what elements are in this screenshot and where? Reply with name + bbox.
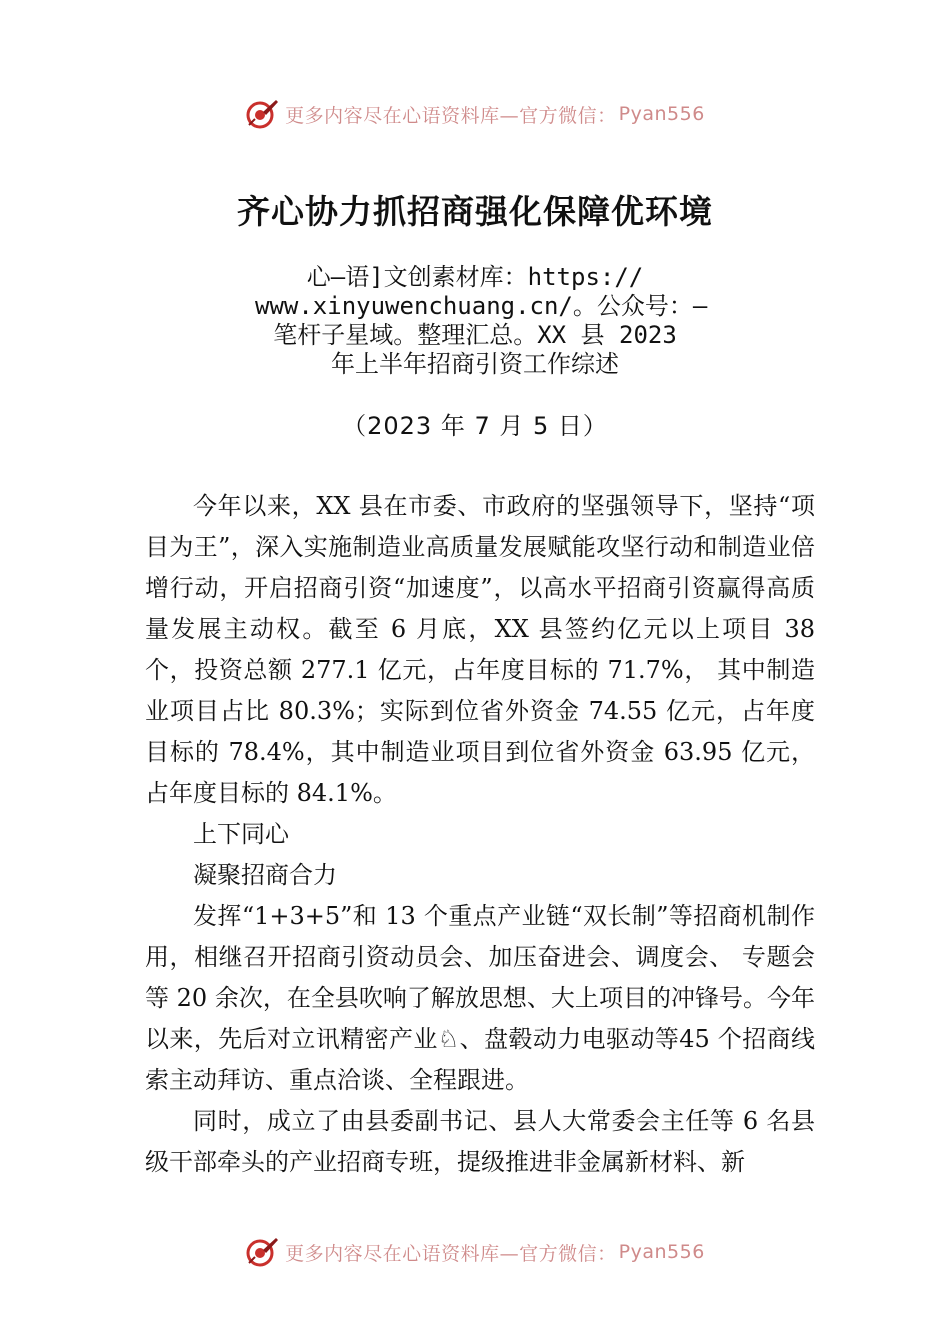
subtitle-line: 笔杆子星域。整理汇总。XX 县 2023	[273, 321, 677, 349]
subtitle-line: 年上半年招商引资工作综述	[331, 350, 619, 378]
pen-nib-logo-icon	[245, 97, 279, 131]
watermark-text: 更多内容尽在心语资料库—官方微信：	[285, 1242, 617, 1265]
document-date: （2023 年 7 月 5 日）	[342, 412, 608, 440]
watermark-text: 更多内容尽在心语资料库—官方微信：	[285, 104, 617, 127]
document-body	[145, 486, 815, 1183]
document-title: 齐心协力抓招商强化保障优环境	[237, 192, 713, 231]
body-paragraph: 发挥“1+3+5”和 13 个重点产业链“双长制”等招商机制作用，相继召开招商引资动员会、加压奋进会、调度会、 专题会等 20 余次，在全县吹响了解放思想、大上项目的冲锋号。今年以来，先后对立讯精密产业♘、盘毂动力电驱动等45 个招商线索主动拜访、重点洽谈、全程跟进。	[145, 902, 815, 1094]
section-heading: 上下同心	[193, 820, 289, 848]
subtitle-line: 心—语]文创素材库：https://	[306, 263, 644, 291]
watermark-wechat-id: Pyan556	[618, 1241, 705, 1263]
section-heading: 凝聚招商合力	[193, 861, 337, 889]
header-watermark	[0, 94, 950, 134]
footer-watermark	[0, 1232, 950, 1272]
pen-nib-logo-icon	[245, 1235, 279, 1269]
document-subtitle	[255, 263, 708, 379]
body-paragraph: 今年以来，XX 县在市委、市政府的坚强领导下，坚持“项目为王”，深入实施制造业高质量发展赋能攻坚行动和制造业倍增行动，开启招商引资“加速度”，以高水平招商引资赢得高质量发展主动权。截至 6 月底，XX 县签约亿元以上项目 38 个，投资总额 277.1 亿元，占年度目标的 71.7%， 其中制造业项目占比 80.3%；实际到位省外资金 74.55 亿元，占年度目标的 78.4%，其中制造业项目到位省外资金 63.95 亿元，占年度目标的 84.1%。	[145, 492, 815, 807]
subtitle-line: www.xinyuwenchuang.cn/。公众号：—	[255, 292, 708, 320]
body-paragraph: 同时，成立了由县委副书记、县人大常委会主任等 6 名县级干部牵头的产业招商专班，提级推进非金属新材料、新	[145, 1107, 815, 1176]
watermark-wechat-id: Pyan556	[618, 103, 705, 125]
